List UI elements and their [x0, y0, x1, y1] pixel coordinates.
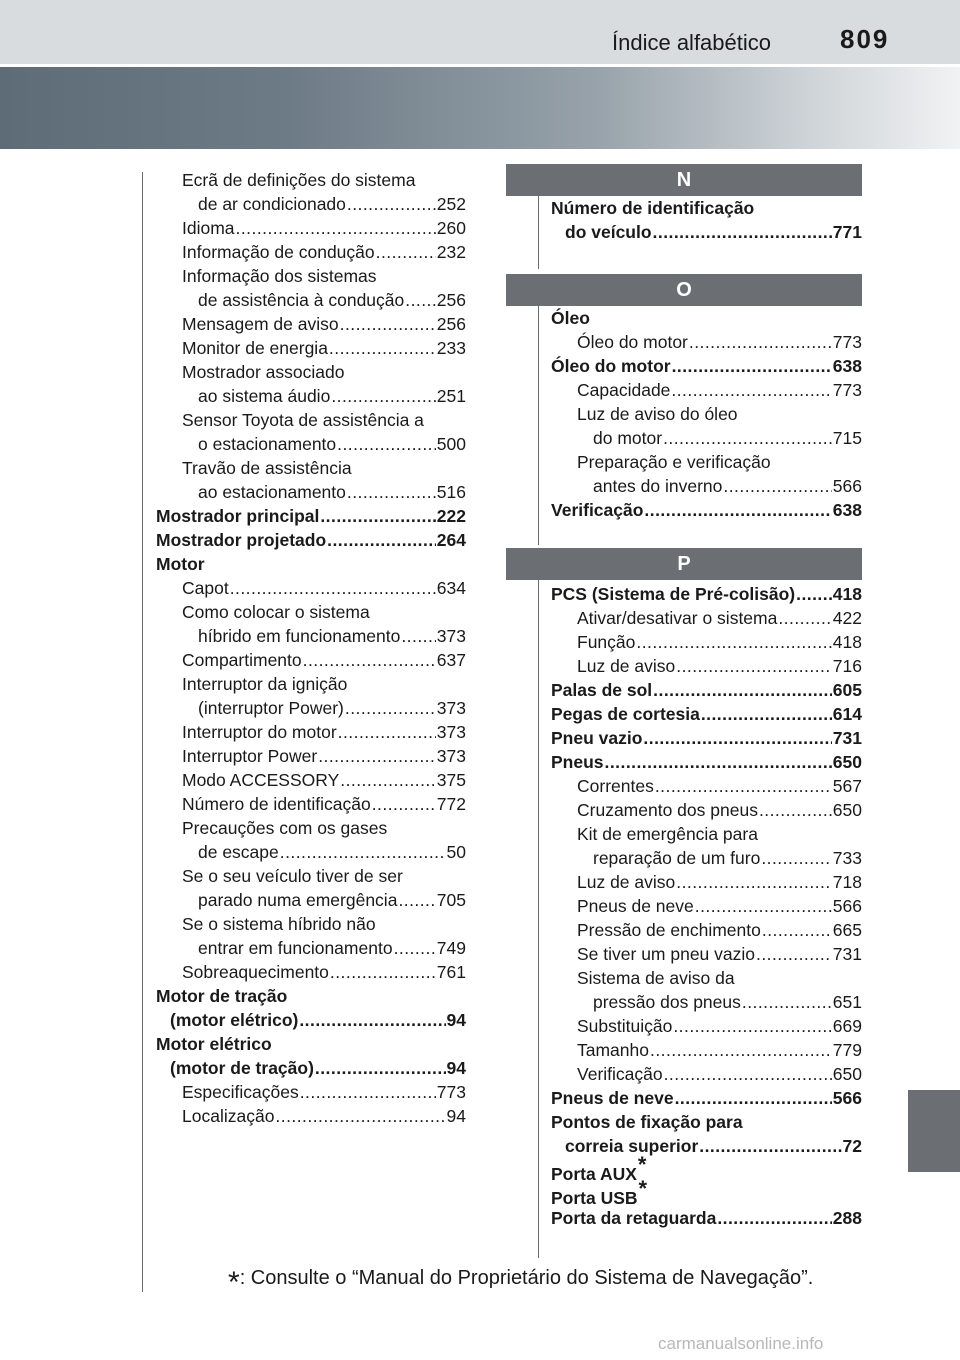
dot-leader: [329, 338, 436, 359]
index-entry: [577, 776, 862, 800]
dot-leader: [675, 1088, 832, 1109]
index-entry-page: 373: [436, 626, 466, 646]
dot-leader: [653, 680, 832, 701]
index-entry: [182, 314, 466, 338]
index-entry-term: Porta AUX: [551, 1164, 637, 1184]
index-entry: [577, 1040, 862, 1064]
dot-leader: [762, 920, 832, 941]
index-entry-term: Luz de aviso: [577, 872, 676, 892]
index-entry: [577, 332, 862, 356]
dot-leader: [327, 530, 436, 551]
index-entry-page: 650: [832, 1064, 862, 1084]
index-entry-page: 500: [436, 434, 466, 454]
index-entry-page: 50: [446, 842, 466, 862]
dot-leader: [299, 1010, 445, 1031]
index-entry-term: Se tiver um pneu vazio: [577, 944, 756, 964]
index-entry: [565, 1136, 862, 1160]
index-entry-page: 731: [832, 728, 862, 748]
page-number: 809: [840, 24, 890, 54]
index-entry-term: Luz de aviso do óleo: [577, 404, 738, 424]
index-entry-term: Motor de tração: [156, 986, 288, 1006]
index-entry-term: Pneus de neve: [551, 1088, 674, 1108]
index-entry-term: Como colocar o sistema: [182, 602, 370, 622]
index-entry-page: 650: [832, 800, 862, 820]
index-entry: [551, 1176, 648, 1208]
index-entry-page: 256: [436, 314, 466, 334]
index-entry-term: de escape: [198, 842, 279, 862]
index-entry-term: Informação dos sistemas: [182, 266, 377, 286]
index-entry-page: 773: [832, 380, 862, 400]
dot-leader: [347, 194, 436, 215]
index-entry: [577, 452, 771, 476]
index-entry: [170, 1058, 466, 1082]
divider-n: [538, 195, 539, 269]
dot-leader: [695, 896, 832, 917]
dot-leader: [663, 428, 832, 449]
index-entry-term: Pneus: [551, 752, 604, 772]
dot-leader: [643, 728, 831, 749]
dot-leader: [315, 1058, 446, 1079]
index-entry-term: Pneus de neve: [577, 896, 694, 916]
index-entry: [182, 266, 377, 290]
index-entry-page: 637: [436, 650, 466, 670]
footnote-asterisk: *: [228, 1266, 240, 1299]
index-entry-term: Verificação: [577, 1064, 663, 1084]
index-entry-page: 761: [436, 962, 466, 982]
index-entry-term: Sensor Toyota de assistência a: [182, 410, 424, 430]
header-bar: [0, 0, 960, 64]
index-entry: [551, 1112, 743, 1136]
index-entry-page: 715: [832, 428, 862, 448]
index-entry-page: 516: [436, 482, 466, 502]
index-entry-page: 566: [832, 476, 862, 496]
dot-leader: [347, 482, 436, 503]
index-entry-page: 222: [436, 506, 466, 526]
index-entry-term: Modo ACCESSORY: [182, 770, 340, 790]
index-entry-term: Correntes: [577, 776, 654, 796]
index-entry: [551, 1088, 862, 1112]
index-entry-page: 72: [842, 1136, 862, 1156]
index-entry-page: 251: [436, 386, 466, 406]
index-entry-term: Número de identificação: [182, 794, 371, 814]
index-entry: [577, 632, 862, 656]
index-entry-term: Mostrador projetado: [156, 530, 327, 550]
dot-leader: [655, 776, 832, 797]
index-entry: [182, 602, 370, 626]
index-entry-term: Verificação: [551, 500, 644, 520]
footnote-marker: *: [637, 1152, 647, 1177]
index-entry-page: 418: [832, 632, 862, 652]
dot-leader: [376, 242, 436, 263]
index-entry: [577, 656, 862, 680]
dot-leader: [676, 872, 832, 893]
index-entry: [182, 914, 376, 938]
index-entry: [577, 800, 862, 824]
dot-leader: [338, 722, 436, 743]
dot-leader: [398, 890, 435, 911]
index-entry: [551, 356, 862, 380]
index-entry-page: 650: [832, 752, 862, 772]
index-entry-term: (motor de tração): [170, 1058, 314, 1078]
index-entry: [198, 482, 466, 506]
index-entry-term: Idioma: [182, 218, 235, 238]
index-entry: [551, 198, 754, 222]
index-entry-term: Óleo do motor: [577, 332, 688, 352]
index-entry: [182, 1082, 466, 1106]
index-entry: [551, 584, 862, 608]
index-entry: [182, 410, 424, 434]
index-entry: [198, 890, 466, 914]
index-entry-term: Interruptor Power: [182, 746, 318, 766]
index-entry: [198, 698, 466, 722]
index-entry-term: Luz de aviso: [577, 656, 676, 676]
index-entry: [182, 746, 466, 770]
index-entry-term: Interruptor do motor: [182, 722, 337, 742]
index-entry: [551, 680, 862, 704]
index-entry: [577, 872, 862, 896]
index-entry-page: 705: [436, 890, 466, 910]
index-entry-term: entrar em funcionamento: [198, 938, 393, 958]
letter-header-n: N: [506, 164, 862, 196]
index-entry: [593, 848, 862, 872]
index-entry: [577, 896, 862, 920]
index-entry-term: Preparação e verificação: [577, 452, 771, 472]
dot-leader: [650, 1040, 832, 1061]
index-entry-term: ao estacionamento: [198, 482, 346, 502]
index-entry-term: Substituição: [577, 1016, 673, 1036]
dot-leader: [331, 386, 435, 407]
index-entry: [198, 386, 466, 410]
index-entry-term: (interruptor Power): [198, 698, 344, 718]
index-entry-term: do motor: [593, 428, 663, 448]
index-entry-term: Capacidade: [577, 380, 671, 400]
index-entry: [182, 338, 466, 362]
index-entry-term: Tamanho: [577, 1040, 649, 1060]
index-entry-term: Ecrã de definições do sistema: [182, 170, 416, 190]
watermark: carmanualsonline.info: [658, 1334, 824, 1353]
dot-leader: [689, 332, 832, 353]
index-entry: [182, 818, 387, 842]
dot-leader: [230, 578, 436, 599]
index-entry-term: híbrido em funcionamento: [198, 626, 401, 646]
index-entry: [577, 1016, 862, 1040]
dot-leader: [796, 584, 832, 605]
index-entry-term: parado numa emergência: [198, 890, 398, 910]
index-entry-term: Se o sistema híbrido não: [182, 914, 376, 934]
index-entry: [182, 362, 344, 386]
index-entry: [182, 794, 466, 818]
index-entry-page: 94: [446, 1106, 466, 1126]
index-entry: [565, 222, 862, 246]
index-entry: [551, 500, 862, 524]
index-entry-term: Óleo: [551, 308, 590, 328]
index-entry-term: de assistência à condução: [198, 290, 405, 310]
index-entry: [551, 1152, 647, 1184]
footnote-text: : Consulte o “Manual do Proprietário do Sistema de Navegação”.: [239, 1267, 814, 1289]
index-entry: [156, 554, 205, 578]
index-entry: [551, 728, 862, 752]
dot-leader: [664, 1064, 832, 1085]
index-entry-term: Compartimento: [182, 650, 302, 670]
index-entry: [577, 1064, 862, 1088]
index-entry-term: Precauções com os gases: [182, 818, 388, 838]
index-entry-page: 233: [436, 338, 466, 358]
dot-leader: [605, 752, 832, 773]
footnote: [228, 1258, 814, 1299]
index-entry-page: 418: [832, 584, 862, 604]
index-entry-page: 252: [436, 194, 466, 214]
dot-leader: [340, 770, 436, 791]
index-entry-term: Sistema de aviso da: [577, 968, 735, 988]
index-entry-term: Cruzamento dos pneus: [577, 800, 758, 820]
index-entry-page: 651: [832, 992, 862, 1012]
section-title: Índice alfabético: [612, 30, 771, 55]
dot-leader: [401, 626, 435, 647]
index-entry-page: 614: [832, 704, 862, 724]
index-entry-term: Sobreaquecimento: [182, 962, 329, 982]
index-entry: [593, 428, 862, 452]
index-entry-page: 94: [446, 1010, 466, 1030]
index-entry: [198, 938, 466, 962]
index-entry-page: 634: [436, 578, 466, 598]
index-entry: [182, 722, 466, 746]
index-entry-term: ao sistema áudio: [198, 386, 331, 406]
index-entry-term: Monitor de energia: [182, 338, 328, 358]
footnote-marker: *: [638, 1176, 648, 1201]
index-entry: [577, 944, 862, 968]
index-entry: [577, 380, 862, 404]
dot-leader: [280, 842, 446, 863]
index-entry-term: Pegas de cortesia: [551, 704, 700, 724]
left-column-rule: [142, 172, 143, 1292]
dot-leader: [300, 1082, 436, 1103]
index-entry: [198, 626, 466, 650]
index-entry-term: Capot: [182, 578, 229, 598]
index-entry: [551, 1208, 862, 1232]
dot-leader: [723, 476, 831, 497]
index-entry-term: Pontos de fixação para: [551, 1112, 743, 1132]
index-entry-page: 605: [832, 680, 862, 700]
index-entry-term: pressão dos pneus: [593, 992, 741, 1012]
index-entry-term: Travão de assistência: [182, 458, 352, 478]
dot-leader: [303, 650, 436, 671]
index-entry-term: Função: [577, 632, 636, 652]
index-entry-term: Motor elétrico: [156, 1034, 272, 1054]
header-banner: [0, 67, 960, 149]
index-entry-term: Motor: [156, 554, 205, 574]
index-entry: [182, 866, 403, 890]
index-entry-page: 638: [832, 500, 862, 520]
index-entry: [577, 968, 735, 992]
index-entry: [182, 218, 466, 242]
index-entry-term: Especificações: [182, 1082, 299, 1102]
index-entry-term: antes do inverno: [593, 476, 723, 496]
dot-leader: [778, 608, 831, 629]
index-entry: [182, 1106, 466, 1130]
index-entry-page: 718: [832, 872, 862, 892]
dot-leader: [653, 222, 832, 243]
index-entry: [551, 752, 862, 776]
index-entry-page: 773: [436, 1082, 466, 1102]
dot-leader: [372, 794, 436, 815]
index-entry: [198, 194, 466, 218]
dot-leader: [717, 1208, 831, 1229]
thumb-tab: [908, 1090, 960, 1172]
index-entry: [198, 434, 466, 458]
index-entry: [577, 608, 862, 632]
index-entry-page: 771: [832, 222, 862, 242]
index-entry: [182, 770, 466, 794]
index-entry-page: 566: [832, 1088, 862, 1108]
index-entry-term: Mostrador associado: [182, 362, 345, 382]
index-entry-page: 373: [436, 698, 466, 718]
index-entry: [156, 506, 466, 530]
dot-leader: [636, 632, 831, 653]
index-entry-term: Ativar/desativar o sistema: [577, 608, 778, 628]
index-entry-page: 256: [436, 290, 466, 310]
index-entry: [577, 824, 758, 848]
index-entry-page: 264: [436, 530, 466, 550]
index-entry: [182, 170, 415, 194]
index-entry-term: Porta USB: [551, 1188, 638, 1208]
divider-p: [538, 580, 539, 1258]
index-entry-term: Interruptor da ignição: [182, 674, 348, 694]
index-entry-page: 669: [832, 1016, 862, 1036]
dot-leader: [345, 698, 436, 719]
dot-leader: [742, 992, 832, 1013]
index-entry: [551, 704, 862, 728]
index-entry-term: Pressão de enchimento: [577, 920, 761, 940]
index-entry-page: 772: [436, 794, 466, 814]
index-entry: [577, 404, 738, 428]
index-entry-page: 773: [832, 332, 862, 352]
dot-leader: [275, 1106, 445, 1127]
index-entry-term: Porta da retaguarda: [551, 1208, 717, 1228]
index-entry-page: 94: [446, 1058, 466, 1078]
index-entry-page: 731: [832, 944, 862, 964]
dot-leader: [701, 704, 832, 725]
dot-leader: [756, 944, 832, 965]
index-entry-page: 422: [832, 608, 862, 628]
index-entry-page: 260: [436, 218, 466, 238]
index-entry-term: (motor elétrico): [170, 1010, 299, 1030]
index-entry-page: 232: [436, 242, 466, 262]
divider-o: [538, 305, 539, 545]
letter-header-p: P: [506, 548, 862, 580]
index-entry: [156, 986, 287, 1010]
index-entry-page: 779: [832, 1040, 862, 1060]
index-entry-page: 716: [832, 656, 862, 676]
index-entry-term: Número de identificação: [551, 198, 755, 218]
index-entry-term: o estacionamento: [198, 434, 337, 454]
index-entry-term: do veículo: [565, 222, 652, 242]
index-entry: [182, 242, 466, 266]
index-entry-page: 373: [436, 722, 466, 742]
dot-leader: [672, 356, 832, 377]
dot-leader: [340, 314, 436, 335]
index-entry-term: Mensagem de aviso: [182, 314, 339, 334]
index-entry-term: Mostrador principal: [156, 506, 320, 526]
dot-leader: [318, 746, 436, 767]
index-entry-term: Se o seu veículo tiver de ser: [182, 866, 403, 886]
dot-leader: [320, 506, 435, 527]
dot-leader: [236, 218, 436, 239]
index-entry-page: 665: [832, 920, 862, 940]
dot-leader: [337, 434, 436, 455]
dot-leader: [761, 848, 831, 869]
index-entry-term: PCS (Sistema de Pré-colisão): [551, 584, 796, 604]
index-entry-page: 566: [832, 896, 862, 916]
index-entry: [593, 476, 862, 500]
dot-leader: [759, 800, 832, 821]
index-entry-term: Pneu vazio: [551, 728, 643, 748]
index-entry: [198, 842, 466, 866]
dot-leader: [330, 962, 436, 983]
index-entry-page: 733: [832, 848, 862, 868]
index-entry-term: de ar condicionado: [198, 194, 346, 214]
dot-leader: [671, 380, 831, 401]
dot-leader: [644, 500, 831, 521]
index-entry: [182, 674, 347, 698]
index-entry: [577, 920, 862, 944]
index-entry: [182, 578, 466, 602]
dot-leader: [676, 656, 832, 677]
index-entry: [156, 1034, 272, 1058]
index-entry-term: Localização: [182, 1106, 275, 1126]
dot-leader: [699, 1136, 841, 1157]
index-entry: [551, 308, 590, 332]
index-entry: [182, 650, 466, 674]
index-entry-page: 749: [436, 938, 466, 958]
index-entry: [156, 530, 466, 554]
index-entry-page: 638: [832, 356, 862, 376]
index-entry-page: 375: [436, 770, 466, 790]
dot-leader: [405, 290, 436, 311]
index-entry: [182, 962, 466, 986]
index-entry-term: reparação de um furo: [593, 848, 761, 868]
letter-header-o: O: [506, 274, 862, 306]
index-entry: [182, 458, 352, 482]
index-entry-term: Palas de sol: [551, 680, 653, 700]
index-entry: [198, 290, 466, 314]
index-entry-term: Óleo do motor: [551, 356, 671, 376]
index-entry: [593, 992, 862, 1016]
dot-leader: [673, 1016, 831, 1037]
index-entry-page: 288: [832, 1208, 862, 1228]
index-entry: [170, 1010, 466, 1034]
index-entry-page: 567: [832, 776, 862, 796]
index-entry-term: Kit de emergência para: [577, 824, 758, 844]
index-entry-term: Informação de condução: [182, 242, 375, 262]
index-entry-page: 373: [436, 746, 466, 766]
dot-leader: [394, 938, 436, 959]
index-entry-term: correia superior: [565, 1136, 699, 1156]
